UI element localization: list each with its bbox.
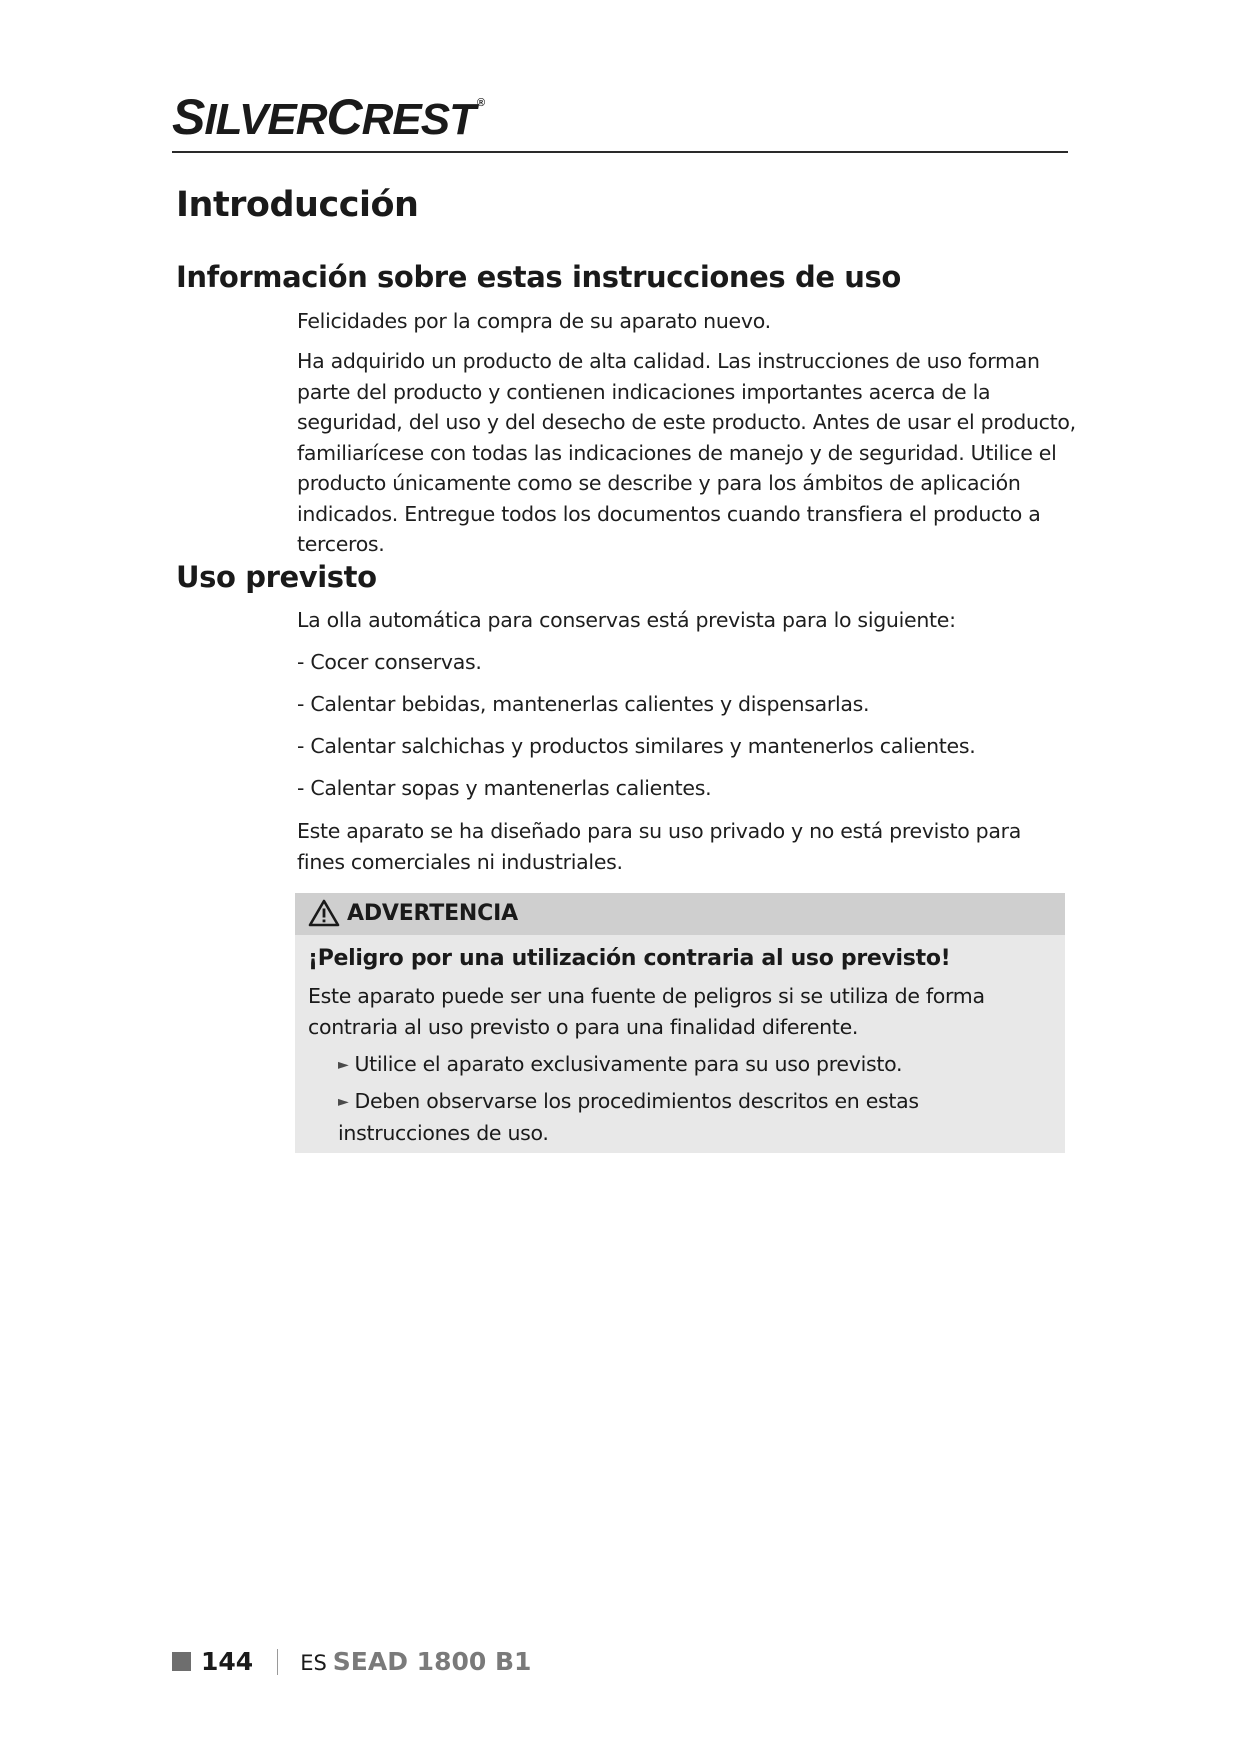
arrow-right-icon: ►	[338, 1057, 349, 1073]
warning-box	[295, 893, 1065, 1153]
paragraph-congrats: Felicidades por la compra de su aparato nuevo.	[297, 309, 771, 333]
page-number: 144	[201, 1647, 254, 1676]
warning-triangle-icon	[308, 899, 340, 927]
brand-logo	[172, 89, 485, 145]
footer-language: ES	[300, 1651, 327, 1675]
list-item: - Cocer conservas.	[297, 650, 482, 674]
warning-text: Este aparato puede ser una fuente de peligros si se utiliza de forma contraria al uso previsto o para una finalidad diferente.	[308, 984, 985, 1039]
brand-silver-rest: ILVER	[204, 95, 327, 144]
registered-mark: ®	[476, 97, 485, 109]
header-divider	[172, 151, 1068, 153]
list-item: - Calentar bebidas, mantenerlas calientes y dispensarlas.	[297, 692, 870, 716]
brand-crest-rest: REST	[361, 95, 475, 144]
warning-subtitle: ¡Peligro por una utilización contraria al uso previsto!	[308, 946, 951, 971]
warning-bullet	[338, 1086, 1053, 1149]
section-heading-intended-use: Uso previsto	[176, 560, 377, 594]
arrow-right-icon: ►	[338, 1094, 349, 1110]
brand-crest-initial: C	[326, 89, 362, 145]
section-heading-info: Información sobre estas instrucciones de uso	[176, 260, 901, 294]
list-item: - Calentar salchichas y productos similares y mantenerlos calientes.	[297, 734, 976, 758]
page-footer	[172, 1649, 531, 1675]
warning-bullet-text: Utilice el aparato exclusivamente para su uso previsto.	[354, 1052, 903, 1076]
paragraph-info: Ha adquirido un producto de alta calidad. Las instrucciones de uso forman parte del producto y contienen indicaciones importantes acerca de la seguridad, del uso y del desecho de este producto. Antes de usar el producto, familiarícese con todas las indicaciones de manejo y de seguridad. Utilice el producto únicamente como se describe y para los ámbitos de aplicación indicados. Entregue todos los documentos cuando transfiera el producto a terceros.	[297, 349, 1076, 556]
warning-bullet	[338, 1049, 1053, 1081]
footer-model: SEAD 1800 B1	[332, 1647, 532, 1676]
footer-separator	[277, 1649, 278, 1675]
paragraph-private-use: Este aparato se ha diseñado para su uso privado y no está previsto para fines comerciales ni industriales.	[297, 819, 1022, 874]
brand-silver-initial: S	[172, 89, 205, 145]
warning-bullet-text: Deben observarse los procedimientos descritos en estas instrucciones de uso.	[338, 1089, 919, 1145]
page-title: Introducción	[176, 185, 419, 225]
warning-label: ADVERTENCIA	[347, 901, 518, 926]
footer-square-icon	[172, 1652, 191, 1671]
warning-header	[295, 893, 1065, 935]
paragraph-intended-intro: La olla automática para conservas está prevista para lo siguiente:	[297, 608, 956, 632]
list-item: - Calentar sopas y mantenerlas calientes.	[297, 776, 712, 800]
